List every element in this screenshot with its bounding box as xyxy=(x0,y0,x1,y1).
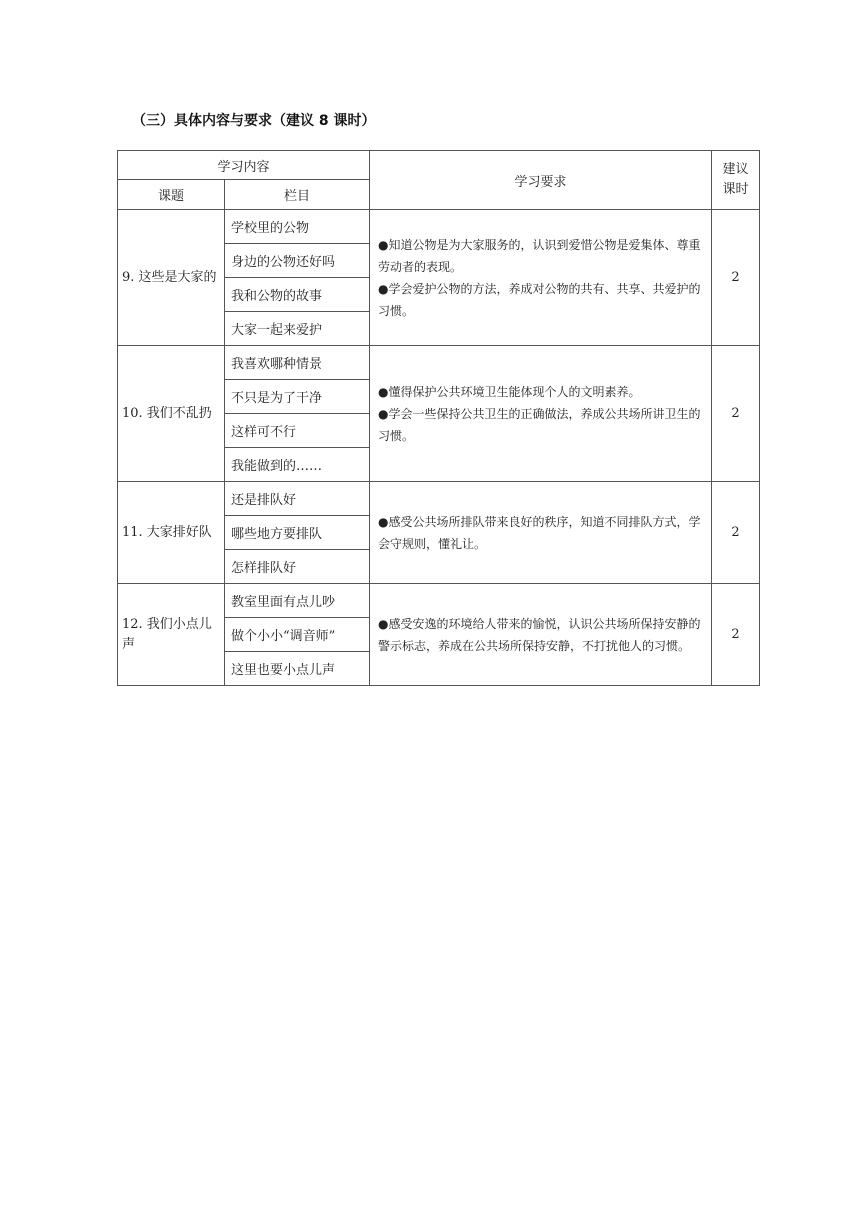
header-hours-line2: 课时 xyxy=(722,182,749,197)
lesson-hours: 2 xyxy=(712,210,760,346)
header-suggested-hours xyxy=(712,151,760,210)
lesson-hours: 2 xyxy=(712,346,760,482)
lesson-requirements xyxy=(370,584,712,686)
lesson-column-item: 身边的公物还好吗 xyxy=(225,244,370,278)
lesson-column-item: 做个小小“调音师” xyxy=(225,618,370,652)
table-row xyxy=(118,210,760,244)
lesson-topic: 10. 我们不乱扔 xyxy=(118,346,225,482)
lesson-column-item: 不只是为了干净 xyxy=(225,380,370,414)
table-row xyxy=(118,346,760,380)
header-topic: 课题 xyxy=(118,180,225,210)
curriculum-table xyxy=(117,150,760,686)
lesson-hours: 2 xyxy=(712,584,760,686)
lesson-requirements xyxy=(370,210,712,346)
table-row xyxy=(118,482,760,516)
header-learning-requirement: 学习要求 xyxy=(370,151,712,210)
requirement-item: ●感受安逸的环境给人带来的愉悦，认识公共场所保持安静的警示标志，养成在公共场所保持安静，不打扰他人的习惯。 xyxy=(378,616,701,653)
requirement-item: ●学会一些保持公共卫生的正确做法，养成公共场所讲卫生的习惯。 xyxy=(378,406,701,443)
lesson-column-item: 我和公物的故事 xyxy=(225,278,370,312)
lesson-hours: 2 xyxy=(712,482,760,584)
header-column: 栏目 xyxy=(225,180,370,210)
lesson-column-item: 我能做到的…… xyxy=(225,448,370,482)
lesson-topic: 9. 这些是大家的 xyxy=(118,210,225,346)
table-row xyxy=(118,584,760,618)
header-hours-line1: 建议 xyxy=(722,162,749,177)
requirement-item: ●感受公共场所排队带来良好的秩序，知道不同排队方式，学会守规则，懂礼让。 xyxy=(378,514,701,551)
requirement-item: ●懂得保护公共环境卫生能体现个人的文明素养。 xyxy=(378,384,641,399)
lesson-column-item: 这样可不行 xyxy=(225,414,370,448)
lesson-requirements xyxy=(370,482,712,584)
lesson-column-item: 大家一起来爱护 xyxy=(225,312,370,346)
requirement-item: ●学会爱护公物的方法，养成对公物的共有、共享、共爱护的习惯。 xyxy=(378,281,701,318)
lesson-topic: 12. 我们小点儿声 xyxy=(118,584,225,686)
requirement-item: ●知道公物是为大家服务的，认识到爱惜公物是爱集体、尊重劳动者的表现。 xyxy=(378,237,701,274)
lesson-column-item: 怎样排队好 xyxy=(225,550,370,584)
lesson-requirements xyxy=(370,346,712,482)
lesson-column-item: 哪些地方要排队 xyxy=(225,516,370,550)
lesson-column-item: 学校里的公物 xyxy=(225,210,370,244)
header-learning-content: 学习内容 xyxy=(118,151,370,180)
lesson-column-item: 我喜欢哪种情景 xyxy=(225,346,370,380)
lesson-topic: 11. 大家排好队 xyxy=(118,482,225,584)
lesson-column-item: 这里也要小点儿声 xyxy=(225,652,370,686)
lesson-column-item: 教室里面有点儿吵 xyxy=(225,584,370,618)
lesson-column-item: 还是排队好 xyxy=(225,482,370,516)
section-heading: （三）具体内容与要求（建议 8 课时） xyxy=(132,113,376,129)
